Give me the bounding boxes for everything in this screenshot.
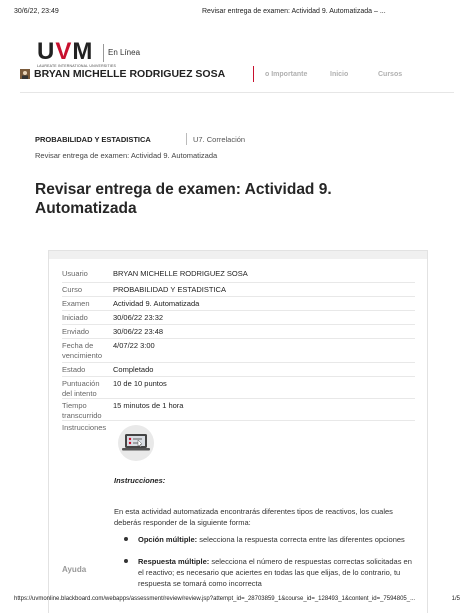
breadcrumb-page: Revisar entrega de examen: Actividad 9. Automatizada (35, 151, 218, 160)
nav-home[interactable]: Inicio (330, 71, 349, 78)
value-tiempo: 15 minutos de 1 hora (113, 401, 184, 410)
bullet-dot-icon (124, 559, 128, 563)
value-enviado: 30/06/22 23:48 (113, 327, 164, 336)
label-instrucciones: Instrucciones (62, 423, 107, 432)
header-divider (20, 92, 454, 93)
label-curso: Curso (62, 285, 83, 294)
label-iniciado: Iniciado (62, 313, 88, 322)
value-curso: PROBABILIDAD Y ESTADISTICA (113, 285, 226, 294)
nav-courses[interactable]: Cursos (378, 71, 403, 78)
print-url: https://uvmonline.blackboard.com/webapps/assessment/review/review.jsp?attempt_id=_28703859_1&course_id=_128493_1&content_id=_7594805_... (14, 596, 416, 602)
list-item (124, 556, 414, 590)
detail-row-puntuacion (62, 377, 415, 399)
value-usuario: BRYAN MICHELLE RODRIGUEZ SOSA (113, 269, 248, 278)
breadcrumb-course[interactable]: PROBABILIDAD Y ESTADISTICA (35, 135, 151, 144)
value-examen: Actividad 9. Automatizada (113, 299, 200, 308)
label-enviado: Enviado (62, 327, 90, 336)
detail-row-curso (62, 283, 415, 297)
user-name[interactable]: BRYAN MICHELLE RODRIGUEZ SOSA (34, 68, 226, 80)
instructions-heading: Instrucciones: (114, 476, 166, 485)
logo-tagline: LAUREATE INTERNATIONAL UNIVERSITIES (37, 64, 117, 68)
detail-row-estado (62, 363, 415, 377)
breadcrumb-divider (186, 133, 187, 145)
detail-row-usuario (62, 269, 415, 283)
menu-divider-icon (252, 66, 255, 82)
label-examen: Examen (62, 299, 90, 308)
detail-row-vencimiento (62, 339, 415, 363)
instructions-laptop-icon (118, 425, 154, 461)
value-vencimiento: 4/07/22 3:00 (113, 341, 155, 350)
logo-wordmark: UVM (37, 38, 94, 65)
label-usuario: Usuario (62, 269, 88, 278)
detail-row-tiempo (62, 399, 415, 421)
label-vencimiento: Fecha de vencimiento (62, 341, 103, 360)
instructions-paragraph: En esta actividad automatizada encontrarás diferentes tipos de reactivos, los cuales deberás responder de la siguiente forma: (114, 507, 393, 527)
value-iniciado: 30/06/22 23:32 (113, 313, 164, 322)
logo-divider (103, 44, 104, 62)
value-estado: Completado (113, 365, 154, 374)
label-tiempo: Tiempo transcurrido (62, 401, 102, 420)
help-link[interactable]: Ayuda (62, 565, 87, 574)
bullet-term: Respuesta múltiple: (138, 557, 210, 566)
detail-row-iniciado (62, 311, 415, 325)
breadcrumb (35, 133, 435, 169)
print-page-number: 1/5 (451, 596, 460, 602)
user-avatar-icon (20, 69, 30, 79)
bullet-term: Opción múltiple: (138, 535, 198, 544)
bullet-text: selecciona el número de respuestas correctas solicitadas en el reactivo; es necesario que aciertes en todas las que elijas, de lo contrario, tu respuesta se tomará como incorrecta (138, 557, 412, 588)
list-item (124, 534, 414, 556)
label-puntuacion: Puntuación del intento (62, 379, 100, 398)
print-footer (14, 596, 460, 606)
bullet-text: selecciona la respuesta correcta entre las diferentes opciones (197, 535, 405, 544)
value-puntuacion: 10 de 10 puntos (113, 379, 167, 388)
bullet-dot-icon (124, 537, 128, 541)
nav-important[interactable]: o Importante (265, 71, 308, 78)
print-title: Revisar entrega de examen: Actividad 9. Automatizada – ... (202, 8, 386, 15)
breadcrumb-unit[interactable]: U7. Correlación (193, 135, 246, 144)
user-bar (20, 66, 454, 86)
page-title: Revisar entrega de examen: Actividad 9. Automatizada (35, 181, 332, 217)
label-estado: Estado (62, 365, 86, 374)
detail-row-instrucciones (62, 423, 415, 437)
detail-row-enviado (62, 325, 415, 339)
print-datetime: 30/6/22, 23:49 (14, 8, 59, 15)
print-header (14, 8, 460, 20)
detail-row-examen (62, 297, 415, 311)
logo-en-linea: En Línea (108, 48, 141, 57)
panel-top-bar (49, 251, 427, 259)
